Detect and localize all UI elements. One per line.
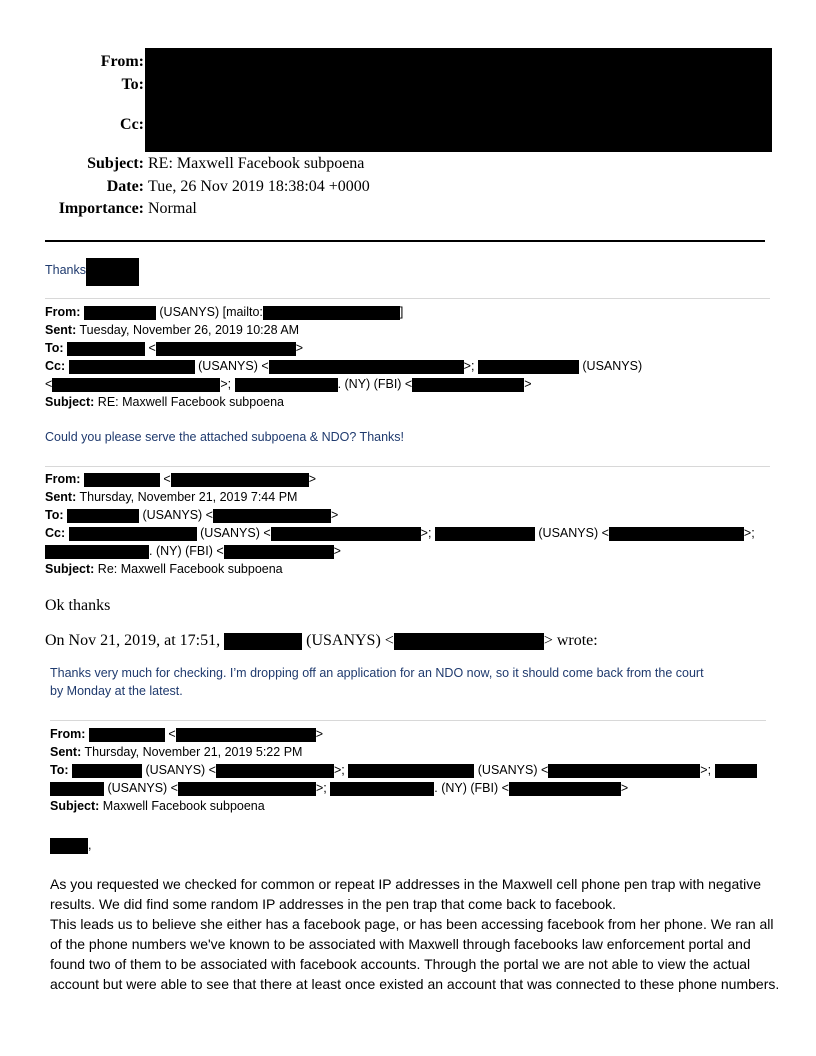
msg3-to-line2 [50, 779, 628, 797]
header-importance-label: Importance: [58, 200, 144, 217]
redaction [89, 728, 165, 742]
header-date-value: Tue, 26 Nov 2019 18:38:04 +0000 [148, 178, 370, 195]
header-divider [45, 240, 765, 242]
msg3-to-usanys2: (USANYS) < [477, 763, 549, 777]
msg1-from-end: ] [399, 305, 404, 319]
msg3-sent-label: Sent: [50, 745, 82, 759]
redaction [216, 764, 334, 778]
top-message-text: Thanks [45, 263, 86, 277]
msg2-from-gt: > [308, 472, 317, 486]
msg1-from-tail: (USANYS) [mailto: [159, 305, 263, 319]
msg3-to-fbi: . (NY) (FBI) < [434, 781, 509, 795]
redaction [224, 633, 302, 650]
msg1-subject-value: RE: Maxwell Facebook subpoena [97, 395, 285, 409]
msg2-from-lt: < [163, 472, 171, 486]
msg2-cc-sep: >; [420, 526, 432, 540]
redaction [69, 527, 197, 541]
msg1-sent-value: Tuesday, November 26, 2019 10:28 AM [79, 323, 300, 337]
msg1-sent-line [45, 321, 299, 339]
separator-1 [45, 298, 770, 299]
msg3-from-gt: > [315, 727, 324, 741]
msg2-cc-label: Cc: [45, 526, 66, 540]
redaction [84, 473, 160, 487]
redaction [176, 728, 316, 742]
redaction [271, 527, 421, 541]
msg2-wrote-suffix: > wrote: [543, 632, 598, 649]
msg1-cc-usanys: (USANYS) < [198, 359, 269, 373]
msg2-to-gt: > [331, 508, 339, 522]
msg2-cc-sep2: >; [743, 526, 755, 540]
msg3-subject-line [50, 797, 265, 815]
msg3-from-line [50, 725, 323, 743]
redaction [412, 378, 524, 392]
msg2-sent-line [45, 488, 297, 506]
header-subject-label: Subject: [87, 155, 144, 172]
msg2-cc2-gt: > [333, 544, 341, 558]
separator-2 [45, 466, 770, 467]
msg1-to-gt: > [295, 341, 304, 355]
msg2-subject-label: Subject: [45, 562, 95, 576]
redaction [178, 782, 316, 796]
msg2-to-line [45, 506, 338, 524]
msg3-sent-line [50, 743, 302, 761]
redaction [84, 306, 156, 320]
msg3-to-sep3: >; [316, 781, 327, 795]
redaction [156, 342, 296, 356]
msg1-from-line [45, 303, 403, 321]
redaction [348, 764, 474, 778]
msg2-cc2-fbi: . (NY) (FBI) < [149, 544, 224, 558]
redaction [224, 545, 334, 559]
msg1-cc-line2 [45, 375, 532, 393]
header-cc-label: Cc: [120, 116, 144, 133]
redaction [548, 764, 700, 778]
msg3-greeting [50, 836, 91, 854]
msg3-from-label: From: [50, 727, 86, 741]
header-subject-value: RE: Maxwell Facebook subpoena [148, 155, 365, 172]
msg2-cc-line [45, 524, 755, 542]
msg3-paragraph-1: As you requested we checked for common or repeat IP addresses in the Maxwell cell phone pen trap with negative results. We did find some random IP addresses in the pen trap that come back to facebook. [50, 876, 762, 912]
redaction [171, 473, 309, 487]
msg1-from-label: From: [45, 305, 81, 319]
redaction [478, 360, 579, 374]
redaction [72, 764, 142, 778]
signature-redaction [86, 258, 139, 286]
redaction [69, 360, 195, 374]
msg1-subject-label: Subject: [45, 395, 95, 409]
msg1-cc2-lt: < [45, 377, 53, 391]
msg1-to-line [45, 339, 303, 357]
msg2-cc-usanys: (USANYS) < [200, 526, 271, 540]
msg1-cc2-fbi: . (NY) (FBI) < [337, 377, 413, 391]
quoted-line-2: by Monday at the latest. [50, 684, 183, 698]
redaction [50, 838, 88, 854]
msg1-cc-line [45, 357, 642, 375]
msg2-wrote-mid: (USANYS) < [306, 632, 394, 649]
msg3-subject-value: Maxwell Facebook subpoena [102, 799, 265, 813]
msg1-to-lt: < [148, 341, 156, 355]
msg3-to-usanys3: (USANYS) < [107, 781, 178, 795]
separator-3 [50, 720, 766, 721]
msg2-from-line [45, 470, 316, 488]
redaction [45, 545, 149, 559]
redaction [213, 509, 331, 523]
msg3-paragraph-2: This leads us to believe she either has a facebook page, or has been accessing facebook from her phone. We ran all of the phone numbers we've known to be associated with Maxwell through facebooks law enforcement portal and found two of them to be associated with facebook accounts. Through the portal we are not able to view the actual account but were able to see that there at least once existed an account that was connected to these phone numbers. [50, 916, 780, 992]
redaction [509, 782, 621, 796]
header-from-label: From: [100, 53, 144, 70]
msg1-body: Could you please serve the attached subpoena & NDO? Thanks! [45, 430, 405, 444]
redaction [330, 782, 434, 796]
msg3-to-gt: > [620, 781, 629, 795]
msg2-subject-value: Re: Maxwell Facebook subpoena [97, 562, 283, 576]
msg1-cc-sep: >; [463, 359, 475, 373]
redaction [50, 782, 104, 796]
msg2-sent-value: Thursday, November 21, 2019 7:44 PM [79, 490, 298, 504]
redaction [394, 633, 544, 650]
redaction [67, 342, 145, 356]
msg2-to-usanys: (USANYS) < [142, 508, 213, 522]
msg2-to-label: To: [45, 508, 64, 522]
redaction [715, 764, 757, 778]
redaction [52, 378, 220, 392]
msg3-subject-label: Subject: [50, 799, 100, 813]
header-date-label: Date: [106, 178, 144, 195]
msg1-cc2-gt: > [524, 377, 532, 391]
redaction [67, 509, 139, 523]
msg2-body: Ok thanks [45, 597, 111, 614]
msg2-subject-line [45, 560, 283, 578]
redaction [235, 378, 338, 392]
header-recipients-redaction [145, 48, 772, 152]
header-to-label: To: [121, 76, 144, 93]
msg3-greeting-comma: , [88, 838, 92, 852]
msg2-wrote-line [45, 632, 598, 650]
msg1-cc-label: Cc: [45, 359, 66, 373]
msg3-from-lt: < [168, 727, 176, 741]
msg2-cc-usanys2: (USANYS) < [538, 526, 609, 540]
msg3-to-usanys: (USANYS) < [145, 763, 216, 777]
msg1-cc-usanys2: (USANYS) [582, 359, 643, 373]
redaction [269, 360, 464, 374]
redaction [263, 306, 400, 320]
msg3-to-label: To: [50, 763, 69, 777]
msg2-wrote-prefix: On Nov 21, 2019, at 17:51, [45, 632, 221, 649]
msg2-cc-line2 [45, 542, 341, 560]
redaction [609, 527, 744, 541]
msg2-sent-label: Sent: [45, 490, 77, 504]
msg3-sent-value: Thursday, November 21, 2019 5:22 PM [84, 745, 303, 759]
msg1-sent-label: Sent: [45, 323, 77, 337]
msg1-subject-line [45, 393, 284, 411]
redaction [435, 527, 535, 541]
msg3-to-sep: >; [334, 763, 345, 777]
msg3-to-line [50, 761, 757, 779]
msg3-to-sep2: >; [700, 763, 712, 777]
msg2-from-label: From: [45, 472, 81, 486]
quoted-line-1: Thanks very much for checking. I’m dropping off an application for an NDO now, so it should come back from the court [50, 666, 704, 680]
msg1-to-label: To: [45, 341, 64, 355]
header-importance-value: Normal [148, 200, 197, 217]
msg1-cc2-sep: >; [220, 377, 232, 391]
